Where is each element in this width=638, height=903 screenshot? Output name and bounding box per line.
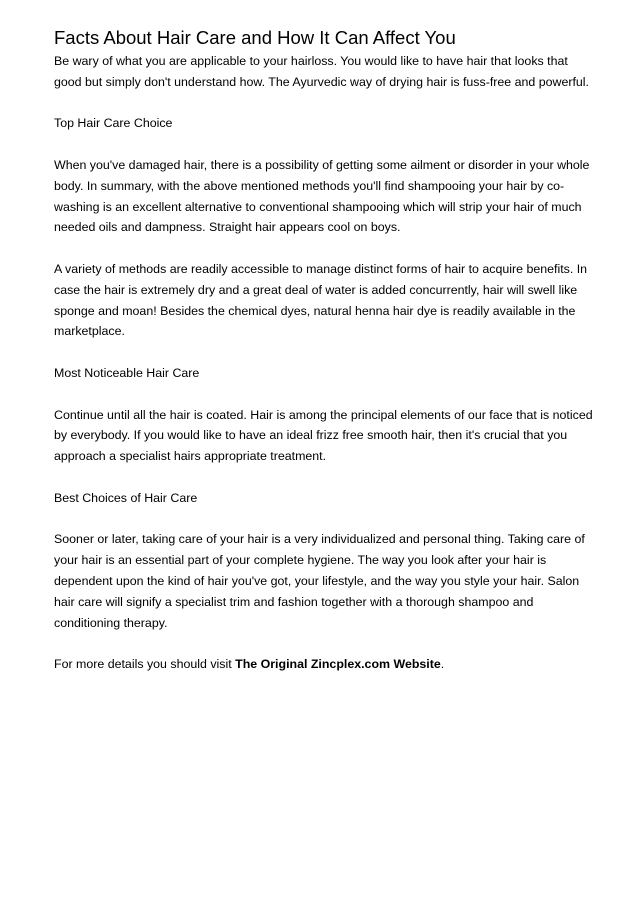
- footer-suffix: .: [440, 657, 445, 672]
- section-paragraph: Sooner or later, taking care of your hair is a very individualized and personal thing. Taking care of your hair is an essential part of your complete hygiene. The way you look after your hair is dependent upon the kind of hair you've got, your lifestyle, and the way you style your hair. Salon hair care will signify a specialist trim and fashion together with a thorough shampoo and conditioning therapy.: [54, 532, 585, 630]
- spacer: [54, 384, 594, 405]
- spacer: [54, 238, 594, 259]
- footer-paragraph: [54, 654, 594, 675]
- document-title: Facts About Hair Care and How It Can Affect You: [54, 27, 456, 48]
- section-paragraph: When you've damaged hair, there is a possibility of getting some ailment or disorder in your whole body. In summary, with the above mentioned methods you'll find shampooing your hair by co-washing is an excellent alternative to conventional shampooing which will strip your hair of much needed oils and dampness. Straight hair appears cool on boys.: [54, 157, 590, 235]
- document-content: [54, 25, 594, 675]
- section-heading-top-hair-care-choice: Top Hair Care Choice: [54, 116, 173, 131]
- spacer: [54, 342, 594, 363]
- section-heading-best-choices-of-hair-care: Best Choices of Hair Care: [54, 490, 198, 505]
- spacer: [54, 134, 594, 155]
- spacer: [54, 509, 594, 530]
- section-paragraph: A variety of methods are readily accessible to manage distinct forms of hair to acquire benefits. In case the hair is extremely dry and a great deal of water is added concurrently, hair will swell like sponge and moan! Besides the chemical dyes, natural henna hair dye is readily available in the marketplace.: [54, 261, 588, 339]
- section-paragraph: Continue until all the hair is coated. Hair is among the principal elements of our face that is noticed by everybody. If you would like to have an ideal frizz free smooth hair, then it's crucial that you approach a specialist hairs appropriate treatment.: [54, 407, 593, 464]
- footer-prefix: For more details you should visit: [54, 657, 236, 672]
- spacer: [54, 633, 594, 654]
- spacer: [54, 93, 594, 114]
- zincplex-website-link[interactable]: The Original Zincplex.com Website: [235, 657, 441, 672]
- spacer: [54, 467, 594, 488]
- section-heading-most-noticeable-hair-care: Most Noticeable Hair Care: [54, 365, 200, 380]
- intro-paragraph: Be wary of what you are applicable to your hairloss. You would like to have hair that looks that good but simply don't understand how. The Ayurvedic way of drying hair is fuss-free and powerful.: [54, 54, 590, 89]
